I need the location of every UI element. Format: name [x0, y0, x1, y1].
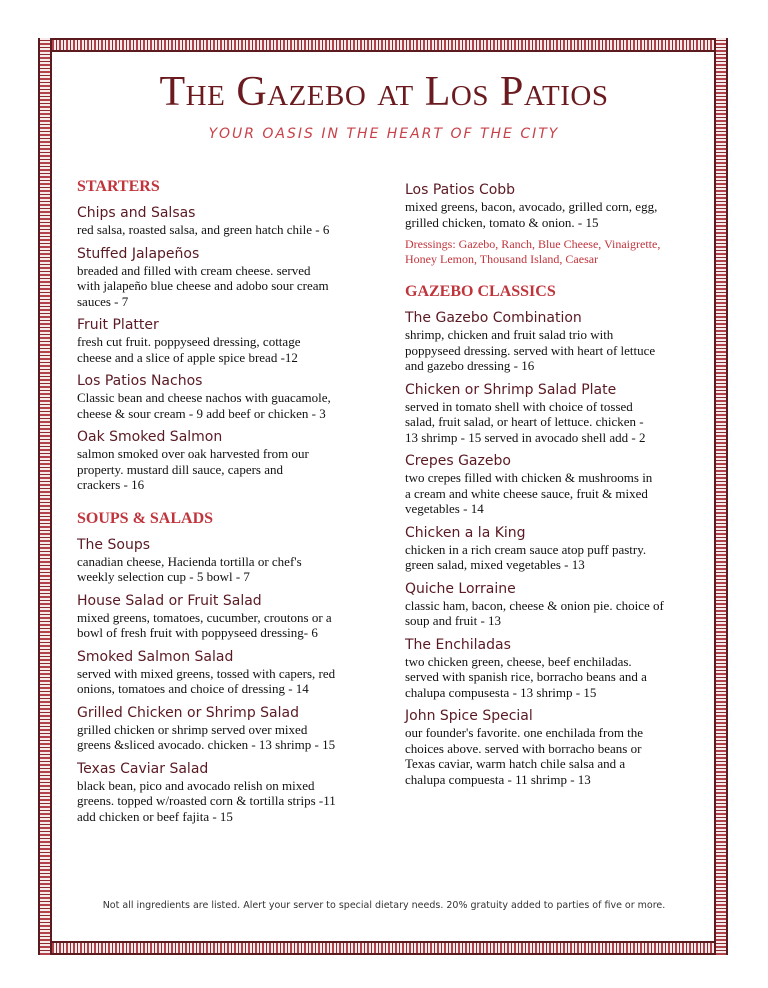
item-description: fresh cut fruit. poppyseed dressing, cottage cheese and a slice of apple spice bread -12 [77, 334, 301, 365]
item-name: House Salad or Fruit Salad [77, 592, 262, 609]
menu-item [77, 592, 377, 641]
border-top [38, 38, 728, 52]
menu-item [405, 524, 705, 573]
item-name: Chicken a la King [405, 524, 526, 541]
border-right [714, 38, 728, 955]
item-description: salmon smoked over oak harvested from our property. mustard dill sauce, capers and crackers - 16 [77, 446, 309, 492]
left-column [77, 178, 377, 831]
menu-item [405, 707, 705, 787]
menu-item [77, 204, 377, 238]
border-bottom [38, 941, 728, 955]
menu-item [77, 245, 377, 310]
item-description: breaded and filled with cream cheese. served with jalapeño blue cheese and adobo sour cream sauces - 7 [77, 262, 329, 309]
restaurant-title: The Gazebo at Los Patios [159, 69, 609, 115]
item-description: mixed greens, tomatoes, cucumber, croutons or a bowl of fresh fruit with poppyseed dressing- 6 [77, 609, 332, 640]
right-column [405, 181, 705, 794]
item-description: two chicken green, cheese, beef enchiladas. served with spanish rice, borracho beans and a chalupa compusesta - 13 shrimp - 15 [405, 653, 647, 700]
item-description: mixed greens, bacon, avocado, grilled corn, egg, grilled chicken, tomato & onion. - 15 [405, 199, 658, 230]
item-name: Los Patios Nachos [77, 373, 203, 389]
item-name: Stuffed Jalapeños [77, 245, 200, 262]
item-name: Chicken or Shrimp Salad Plate [405, 381, 617, 398]
item-name: Los Patios Cobb [405, 182, 516, 198]
item-description: our founder's favorite. one enchilada from the choices above. served with borracho beans or Texas caviar, warm hatch chile salsa and a chalupa compuesta - 11 shrimp - 13 [405, 725, 644, 787]
item-name: Chips and Salsas [77, 205, 196, 221]
menu-item [405, 309, 705, 374]
menu-item [405, 452, 705, 517]
item-name: Crepes Gazebo [405, 453, 511, 469]
menu-item [405, 181, 705, 230]
item-description: Classic bean and cheese nachos with guacamole, cheese & sour cream - 9 add beef or chicken - 3 [77, 390, 331, 421]
menu-item [405, 580, 705, 629]
item-name: Grilled Chicken or Shrimp Salad [77, 704, 299, 721]
item-name: The Enchiladas [405, 636, 511, 653]
item-description: served in tomato shell with choice of tossed salad, fruit salad, or heart of lettuce. chicken - 13 shrimp - 15 served in avocado shell add - 2 [405, 398, 646, 445]
item-description: red salsa, roasted salsa, and green hatch chile - 6 [77, 222, 330, 237]
item-name: Fruit Platter [77, 317, 159, 333]
item-name: The Gazebo Combination [405, 310, 582, 326]
menu-item [405, 636, 705, 701]
border-left [38, 38, 52, 955]
item-description: chicken in a rich cream sauce atop puff pastry. green salad, mixed vegetables - 13 [405, 541, 647, 572]
item-description: canadian cheese, Hacienda tortilla or chef's weekly selection cup - 5 bowl - 7 [77, 553, 302, 584]
item-name: Texas Caviar Salad [77, 760, 209, 777]
menu-item [405, 381, 705, 446]
item-name: Smoked Salmon Salad [77, 648, 234, 665]
section-starters: STARTERS [77, 178, 160, 195]
menu-item [77, 704, 377, 753]
menu-item [77, 428, 377, 493]
menu-item [77, 648, 377, 697]
item-name: The Soups [77, 536, 150, 553]
menu-item [77, 316, 377, 365]
tagline: YOUR OASIS IN THE HEART OF THE CITY [208, 126, 560, 142]
section-gazebo-classics: GAZEBO CLASSICS [405, 283, 556, 300]
item-description: shrimp, chicken and fruit salad trio with poppyseed dressing. served with heart of lettuce and gazebo dressing - 16 [405, 327, 656, 373]
footer-note: Not all ingredients are listed. Alert your server to special dietary needs. 20% gratuity added to parties of five or more. [102, 900, 666, 911]
item-description: two crepes filled with chicken & mushrooms in a cream and white cheese sauce, fruit & mixed vegetables - 14 [405, 470, 653, 516]
menu-item [77, 372, 377, 421]
item-description: classic ham, bacon, cheese & onion pie. choice of soup and fruit - 13 [405, 597, 664, 628]
item-description: black bean, pico and avocado relish on mixed greens. topped w/roasted corn & tortilla strips -11 add chicken or beef fajita - 15 [77, 777, 336, 824]
dressings-note: Dressings: Gazebo, Ranch, Blue Cheese, Vinaigrette, Honey Lemon, Thousand Island, Caesar [405, 237, 661, 266]
section-soups-salads: SOUPS & SALADS [77, 509, 214, 527]
item-description: served with mixed greens, tossed with capers, red onions, tomatoes and choice of dressing - 14 [77, 665, 336, 696]
item-name: John Spice Special [405, 708, 533, 724]
item-name: Quiche Lorraine [405, 580, 516, 597]
item-name: Oak Smoked Salmon [77, 429, 223, 445]
menu-item [77, 760, 377, 825]
menu-item [77, 536, 377, 585]
item-description: grilled chicken or shrimp served over mixed greens &sliced avocado. chicken - 13 shrimp - 15 [77, 721, 336, 752]
